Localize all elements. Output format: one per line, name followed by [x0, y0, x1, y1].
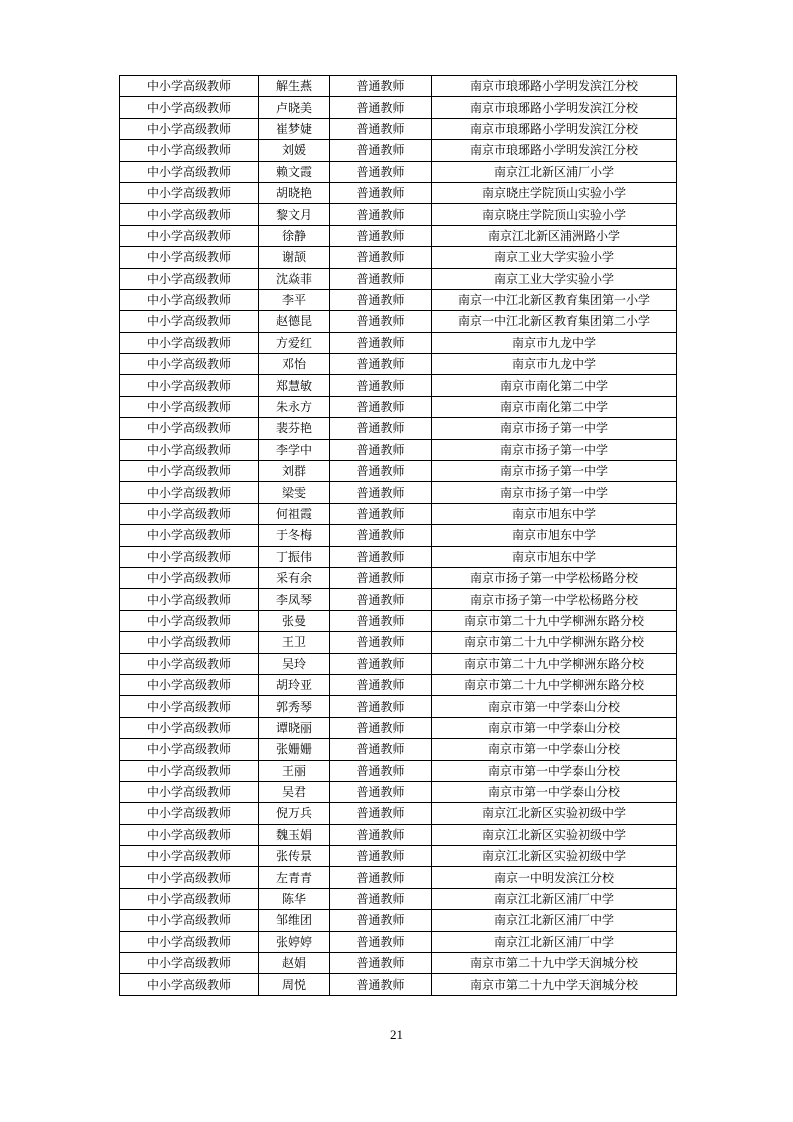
table-row — [120, 503, 677, 524]
table-row — [120, 375, 677, 396]
table-row — [120, 567, 677, 588]
school-cell: 南京市第二十九中学柳洲东路分校 — [432, 653, 677, 674]
table-row — [120, 953, 677, 974]
table-row — [120, 910, 677, 931]
table-row — [120, 867, 677, 888]
title-cell: 中小学高级教师 — [120, 739, 259, 760]
table-row — [120, 118, 677, 139]
name-cell: 赵娟 — [259, 953, 330, 974]
name-cell: 何祖霞 — [259, 503, 330, 524]
name-cell: 赵德昆 — [259, 311, 330, 332]
name-cell: 于冬梅 — [259, 525, 330, 546]
name-cell: 沈焱菲 — [259, 268, 330, 289]
table-row — [120, 418, 677, 439]
role-cell: 普通教师 — [330, 161, 432, 182]
role-cell: 普通教师 — [330, 204, 432, 225]
school-cell: 南京市琅琊路小学明发滨江分校 — [432, 118, 677, 139]
title-cell: 中小学高级教师 — [120, 910, 259, 931]
school-cell: 南京一中明发滨江分校 — [432, 867, 677, 888]
school-cell: 南京市第二十九中学柳洲东路分校 — [432, 674, 677, 695]
role-cell: 普通教师 — [330, 803, 432, 824]
school-cell: 南京一中江北新区教育集团第二小学 — [432, 311, 677, 332]
title-cell: 中小学高级教师 — [120, 567, 259, 588]
role-cell: 普通教师 — [330, 974, 432, 995]
school-cell: 南京市扬子第一中学 — [432, 461, 677, 482]
role-cell: 普通教师 — [330, 632, 432, 653]
role-cell: 普通教师 — [330, 268, 432, 289]
name-cell: 采有余 — [259, 567, 330, 588]
title-cell: 中小学高级教师 — [120, 311, 259, 332]
table-row — [120, 268, 677, 289]
title-cell: 中小学高级教师 — [120, 204, 259, 225]
table-row — [120, 311, 677, 332]
school-cell: 南京市第一中学泰山分校 — [432, 717, 677, 738]
table-row — [120, 931, 677, 952]
title-cell: 中小学高级教师 — [120, 525, 259, 546]
name-cell: 解生燕 — [259, 76, 330, 97]
role-cell: 普通教师 — [330, 931, 432, 952]
table-row — [120, 781, 677, 802]
role-cell: 普通教师 — [330, 418, 432, 439]
table-row — [120, 546, 677, 567]
name-cell: 王丽 — [259, 760, 330, 781]
title-cell: 中小学高级教师 — [120, 354, 259, 375]
title-cell: 中小学高级教师 — [120, 118, 259, 139]
role-cell: 普通教师 — [330, 503, 432, 524]
role-cell: 普通教师 — [330, 461, 432, 482]
teacher-list-body — [120, 76, 677, 996]
title-cell: 中小学高级教师 — [120, 846, 259, 867]
table-row — [120, 247, 677, 268]
role-cell: 普通教师 — [330, 375, 432, 396]
name-cell: 徐静 — [259, 225, 330, 246]
title-cell: 中小学高级教师 — [120, 867, 259, 888]
school-cell: 南京江北新区浦厂中学 — [432, 910, 677, 931]
table-row — [120, 396, 677, 417]
table-row — [120, 803, 677, 824]
title-cell: 中小学高级教师 — [120, 76, 259, 97]
title-cell: 中小学高级教师 — [120, 717, 259, 738]
school-cell: 南京市第二十九中学柳洲东路分校 — [432, 610, 677, 631]
name-cell: 张曼 — [259, 610, 330, 631]
school-cell: 南京市琅琊路小学明发滨江分校 — [432, 97, 677, 118]
name-cell: 吴玲 — [259, 653, 330, 674]
table-row — [120, 739, 677, 760]
role-cell: 普通教师 — [330, 482, 432, 503]
role-cell: 普通教师 — [330, 97, 432, 118]
school-cell: 南京市南化第二中学 — [432, 375, 677, 396]
school-cell: 南京市扬子第一中学松杨路分校 — [432, 589, 677, 610]
role-cell: 普通教师 — [330, 396, 432, 417]
title-cell: 中小学高级教师 — [120, 140, 259, 161]
role-cell: 普通教师 — [330, 739, 432, 760]
title-cell: 中小学高级教师 — [120, 589, 259, 610]
title-cell: 中小学高级教师 — [120, 974, 259, 995]
name-cell: 谢颉 — [259, 247, 330, 268]
role-cell: 普通教师 — [330, 846, 432, 867]
table-row — [120, 632, 677, 653]
title-cell: 中小学高级教师 — [120, 332, 259, 353]
table-row — [120, 674, 677, 695]
role-cell: 普通教师 — [330, 118, 432, 139]
table-row — [120, 653, 677, 674]
school-cell: 南京市南化第二中学 — [432, 396, 677, 417]
title-cell: 中小学高级教师 — [120, 653, 259, 674]
name-cell: 丁振伟 — [259, 546, 330, 567]
name-cell: 陈华 — [259, 888, 330, 909]
school-cell: 南京江北新区浦厂中学 — [432, 888, 677, 909]
title-cell: 中小学高级教师 — [120, 247, 259, 268]
table-row — [120, 182, 677, 203]
title-cell: 中小学高级教师 — [120, 268, 259, 289]
role-cell: 普通教师 — [330, 717, 432, 738]
teacher-list-table — [119, 75, 677, 996]
table-row — [120, 846, 677, 867]
school-cell: 南京市第二十九中学天润城分校 — [432, 974, 677, 995]
school-cell: 南京工业大学实验小学 — [432, 268, 677, 289]
name-cell: 左青青 — [259, 867, 330, 888]
role-cell: 普通教师 — [330, 781, 432, 802]
table-row — [120, 824, 677, 845]
role-cell: 普通教师 — [330, 182, 432, 203]
school-cell: 南京市旭东中学 — [432, 525, 677, 546]
title-cell: 中小学高级教师 — [120, 439, 259, 460]
name-cell: 胡玲亚 — [259, 674, 330, 695]
title-cell: 中小学高级教师 — [120, 803, 259, 824]
school-cell: 南京市九龙中学 — [432, 332, 677, 353]
table-row — [120, 161, 677, 182]
role-cell: 普通教师 — [330, 247, 432, 268]
title-cell: 中小学高级教师 — [120, 781, 259, 802]
name-cell: 朱永方 — [259, 396, 330, 417]
title-cell: 中小学高级教师 — [120, 482, 259, 503]
title-cell: 中小学高级教师 — [120, 696, 259, 717]
school-cell: 南京江北新区实验初级中学 — [432, 824, 677, 845]
table-row — [120, 204, 677, 225]
school-cell: 南京市第二十九中学柳洲东路分校 — [432, 632, 677, 653]
role-cell: 普通教师 — [330, 610, 432, 631]
school-cell: 南京市扬子第一中学 — [432, 418, 677, 439]
table-row — [120, 610, 677, 631]
role-cell: 普通教师 — [330, 589, 432, 610]
title-cell: 中小学高级教师 — [120, 888, 259, 909]
name-cell: 方爱红 — [259, 332, 330, 353]
table-row — [120, 140, 677, 161]
page-number: 21 — [390, 1027, 403, 1042]
school-cell: 南京晓庄学院顶山实验小学 — [432, 204, 677, 225]
title-cell: 中小学高级教师 — [120, 824, 259, 845]
school-cell: 南京市旭东中学 — [432, 503, 677, 524]
school-cell: 南京市扬子第一中学松杨路分校 — [432, 567, 677, 588]
school-cell: 南京江北新区实验初级中学 — [432, 846, 677, 867]
school-cell: 南京市九龙中学 — [432, 354, 677, 375]
name-cell: 张姗姗 — [259, 739, 330, 760]
role-cell: 普通教师 — [330, 525, 432, 546]
name-cell: 黎文月 — [259, 204, 330, 225]
school-cell: 南京江北新区浦厂小学 — [432, 161, 677, 182]
table-row — [120, 354, 677, 375]
role-cell: 普通教师 — [330, 140, 432, 161]
name-cell: 张传景 — [259, 846, 330, 867]
name-cell: 谭晓丽 — [259, 717, 330, 738]
role-cell: 普通教师 — [330, 311, 432, 332]
table-row — [120, 97, 677, 118]
name-cell: 刘媛 — [259, 140, 330, 161]
table-row — [120, 289, 677, 310]
name-cell: 郑慧敏 — [259, 375, 330, 396]
name-cell: 李学中 — [259, 439, 330, 460]
role-cell: 普通教师 — [330, 289, 432, 310]
title-cell: 中小学高级教师 — [120, 461, 259, 482]
title-cell: 中小学高级教师 — [120, 418, 259, 439]
table-row — [120, 974, 677, 995]
table-row — [120, 332, 677, 353]
table-row — [120, 589, 677, 610]
title-cell: 中小学高级教师 — [120, 931, 259, 952]
name-cell: 胡晓艳 — [259, 182, 330, 203]
title-cell: 中小学高级教师 — [120, 182, 259, 203]
name-cell: 邓怡 — [259, 354, 330, 375]
table-row — [120, 482, 677, 503]
name-cell: 梁雯 — [259, 482, 330, 503]
title-cell: 中小学高级教师 — [120, 674, 259, 695]
school-cell: 南京市第一中学泰山分校 — [432, 781, 677, 802]
school-cell: 南京市旭东中学 — [432, 546, 677, 567]
title-cell: 中小学高级教师 — [120, 161, 259, 182]
name-cell: 魏玉娟 — [259, 824, 330, 845]
school-cell: 南京工业大学实验小学 — [432, 247, 677, 268]
name-cell: 吴君 — [259, 781, 330, 802]
school-cell: 南京晓庄学院顶山实验小学 — [432, 182, 677, 203]
school-cell: 南京江北新区浦洲路小学 — [432, 225, 677, 246]
table-row — [120, 760, 677, 781]
school-cell: 南京市第二十九中学天润城分校 — [432, 953, 677, 974]
school-cell: 南京市第一中学泰山分校 — [432, 696, 677, 717]
role-cell: 普通教师 — [330, 760, 432, 781]
table-row — [120, 225, 677, 246]
name-cell: 赖文霞 — [259, 161, 330, 182]
table-row — [120, 717, 677, 738]
role-cell: 普通教师 — [330, 567, 432, 588]
name-cell: 张婷婷 — [259, 931, 330, 952]
title-cell: 中小学高级教师 — [120, 546, 259, 567]
title-cell: 中小学高级教师 — [120, 225, 259, 246]
school-cell: 南京江北新区实验初级中学 — [432, 803, 677, 824]
role-cell: 普通教师 — [330, 76, 432, 97]
title-cell: 中小学高级教师 — [120, 610, 259, 631]
role-cell: 普通教师 — [330, 888, 432, 909]
name-cell: 倪万兵 — [259, 803, 330, 824]
table-row — [120, 461, 677, 482]
school-cell: 南京市琅琊路小学明发滨江分校 — [432, 76, 677, 97]
role-cell: 普通教师 — [330, 910, 432, 931]
school-cell: 南京市扬子第一中学 — [432, 439, 677, 460]
role-cell: 普通教师 — [330, 546, 432, 567]
name-cell: 邹维团 — [259, 910, 330, 931]
role-cell: 普通教师 — [330, 354, 432, 375]
school-cell: 南京一中江北新区教育集团第一小学 — [432, 289, 677, 310]
title-cell: 中小学高级教师 — [120, 953, 259, 974]
title-cell: 中小学高级教师 — [120, 503, 259, 524]
role-cell: 普通教师 — [330, 696, 432, 717]
school-cell: 南京市扬子第一中学 — [432, 482, 677, 503]
role-cell: 普通教师 — [330, 332, 432, 353]
table-row — [120, 439, 677, 460]
school-cell: 南京市第一中学泰山分校 — [432, 760, 677, 781]
role-cell: 普通教师 — [330, 953, 432, 974]
school-cell: 南京江北新区浦厂中学 — [432, 931, 677, 952]
name-cell: 李平 — [259, 289, 330, 310]
name-cell: 周悦 — [259, 974, 330, 995]
table-row — [120, 696, 677, 717]
table-row — [120, 76, 677, 97]
name-cell: 崔梦婕 — [259, 118, 330, 139]
role-cell: 普通教师 — [330, 674, 432, 695]
role-cell: 普通教师 — [330, 653, 432, 674]
role-cell: 普通教师 — [330, 225, 432, 246]
title-cell: 中小学高级教师 — [120, 632, 259, 653]
table-row — [120, 888, 677, 909]
title-cell: 中小学高级教师 — [120, 97, 259, 118]
title-cell: 中小学高级教师 — [120, 289, 259, 310]
school-cell: 南京市第一中学泰山分校 — [432, 739, 677, 760]
title-cell: 中小学高级教师 — [120, 375, 259, 396]
name-cell: 郭秀琴 — [259, 696, 330, 717]
table-row — [120, 525, 677, 546]
title-cell: 中小学高级教师 — [120, 760, 259, 781]
name-cell: 王卫 — [259, 632, 330, 653]
role-cell: 普通教师 — [330, 439, 432, 460]
name-cell: 裴芬艳 — [259, 418, 330, 439]
name-cell: 卢晓美 — [259, 97, 330, 118]
title-cell: 中小学高级教师 — [120, 396, 259, 417]
role-cell: 普通教师 — [330, 824, 432, 845]
name-cell: 李凤琴 — [259, 589, 330, 610]
role-cell: 普通教师 — [330, 867, 432, 888]
school-cell: 南京市琅琊路小学明发滨江分校 — [432, 140, 677, 161]
name-cell: 刘群 — [259, 461, 330, 482]
